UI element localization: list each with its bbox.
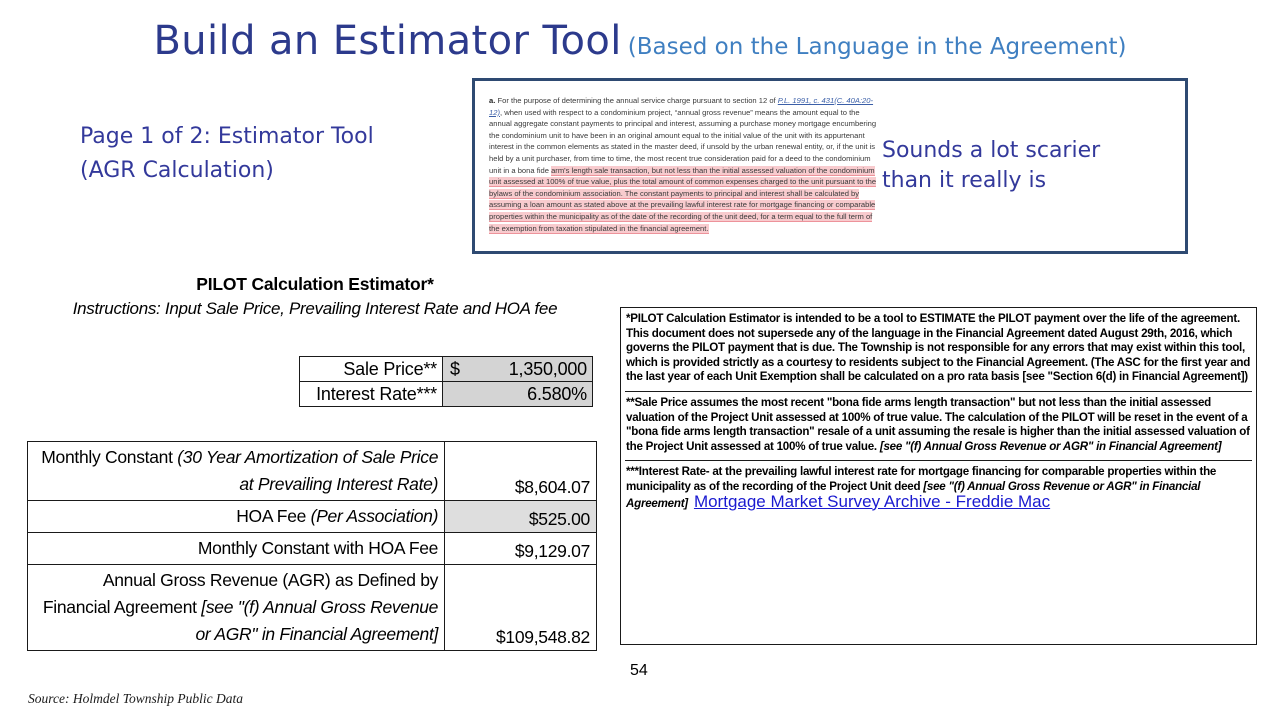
statute-text-part2: , when used with respect to a condominium project, “annual gross revenue” means the amount equal to the annual aggregate constant payments to principal and interest, assuming a purchase money mortgage encumbering the condominium unit to have been in an original amount equal to the initial value of the unit with its appurtenant interest in the common elements as stated in the master deed, if unsold by the urban renewal entity, or, if the unit is held by a unit purchaser, from time to time, the most recent true consideration paid for a deed to the condominium unit in a bona fide — [489, 107, 877, 175]
table-row — [28, 501, 597, 533]
source-note: Source: Holmdel Township Public Data — [28, 691, 243, 706]
calc-label-monthly-constant-with-hoa — [28, 533, 445, 565]
calc-label-italic: [see "(f) Annual Gross Revenue or AGR" in Financial Agreement] — [195, 597, 439, 644]
calc-label-plain: HOA Fee — [236, 506, 311, 526]
input-label-sale-price: Sale Price** — [300, 357, 443, 382]
page-title-sub: (Based on the Language in the Agreement) — [627, 34, 1127, 60]
input-table — [299, 356, 593, 407]
freddie-mac-link[interactable]: Mortgage Market Survey Archive - Freddie Mac — [693, 491, 1051, 511]
calc-value-hoa-fee[interactable]: $525.00 — [445, 501, 597, 533]
input-value-interest-rate[interactable]: 6.580% — [443, 382, 593, 407]
footnote-sale-price-plain: **Sale Price assumes the most recent "bona fide arms length transaction" but not less than the initial assessed valuation of the Project Unit assessed at 100% of true value. The calculation of the PILOT will be reset in the event of a "bona fide arms length transaction" resale of a unit assuming the resale is higher than the initial assessed valuation of the Project Unit assessed at 100% of true value. — [626, 395, 1250, 453]
calc-label-plain: Monthly Constant — [41, 447, 178, 467]
input-value-sale-price-number: 1,350,000 — [508, 358, 587, 379]
input-value-sale-price[interactable] — [443, 357, 593, 382]
footnote-sale-price — [621, 392, 1256, 460]
calc-value-agr: $109,548.82 — [445, 565, 597, 651]
table-row — [28, 533, 597, 565]
currency-symbol: $ — [450, 358, 460, 379]
table-row — [300, 357, 593, 382]
page-title — [0, 18, 1280, 64]
page-number: 54 — [630, 662, 648, 679]
estimator-heading: PILOT Calculation Estimator* — [196, 274, 434, 294]
input-label-interest-rate: Interest Rate*** — [300, 382, 443, 407]
footnote-sale-price-italic: [see "(f) Annual Gross Revenue or AGR" in Financial Agreement] — [879, 439, 1222, 453]
table-row — [28, 565, 597, 651]
calc-value-monthly-constant-with-hoa: $9,129.07 — [445, 533, 597, 565]
callout-line2: than it really is — [882, 168, 1047, 193]
page-subtitle — [80, 120, 480, 188]
statute-marker: a. — [489, 96, 496, 105]
calc-label-plain: Monthly Constant with HOA Fee — [197, 538, 439, 558]
calculation-table — [27, 441, 597, 651]
calc-label-hoa-fee — [28, 501, 445, 533]
page-subtitle-line1: Page 1 of 2: Estimator Tool — [80, 124, 374, 149]
calc-value-monthly-constant: $8,604.07 — [445, 442, 597, 501]
statute-excerpt-text — [489, 95, 881, 234]
footnote-interest-rate-italic: [see "(f) Annual Gross Revenue or AGR" in Financial Agreement] — [626, 479, 1201, 510]
statute-text-part1: For the purpose of determining the annual service charge pursuant to section 12 of — [497, 96, 778, 105]
calc-label-italic: (Per Association) — [310, 506, 439, 526]
footnotes-box — [620, 307, 1257, 645]
calc-label-italic: (30 Year Amortization of Sale Price at Prevailing Interest Rate) — [177, 447, 439, 494]
calc-label-plain: Annual Gross Revenue (AGR) as Defined by Financial Agreement — [42, 570, 439, 617]
statute-highlighted-text: arm's length sale transaction, but not less than the initial assessed valuation of the condominium unit assessed at 100% of true value, plus the total amount of common expenses charged to the unit pursuant to the bylaws of the condominium association. The constant payments to principal and interest shall be calculated by assuming a loan amount as stated above at the prevailing lawful interest rate for mortgage financing or comparable properties within the municipality as of the date of the recording of the unit deed, for a term equal to the full term of the exemption from taxation stipulated in the financial agreement. — [489, 165, 877, 233]
page-subtitle-line2: (AGR Calculation) — [80, 158, 274, 183]
table-row — [300, 382, 593, 407]
callout-note — [882, 136, 1162, 196]
calculation-table-body — [28, 442, 597, 651]
callout-line1: Sounds a lot scarier — [882, 138, 1101, 163]
footnote-interest-rate-plain: ***Interest Rate- at the prevailing lawful interest rate for mortgage financing for comparable properties within the municipality as of the recording of the Project Unit deed — [626, 465, 1217, 493]
calc-label-agr — [28, 565, 445, 651]
footnote-interest-rate — [621, 461, 1256, 517]
input-table-body — [300, 357, 593, 407]
calc-label-monthly-constant — [28, 442, 445, 501]
estimator-heading-block — [20, 274, 610, 319]
footnote-pilot-estimator: *PILOT Calculation Estimator is intended to be a tool to ESTIMATE the PILOT payment over the life of the agreement. This document does not supersede any of the language in the Financial Agreement dated August 29th, 2016, which governs the PILOT payment that is due. The Township is not responsible for any errors that may exist within this tool, which is provided strictly as a courtesy to residents subject to the Financial Agreement. (The ASC for the first year and the last year of each Unit Exemption shall be calculated on a pro rata basis [see "Section 6(d) in Financial Agreement]) — [626, 312, 1251, 384]
estimator-instructions: Instructions: Input Sale Price, Prevailing Interest Rate and HOA fee — [72, 299, 558, 318]
table-row — [28, 442, 597, 501]
statute-link-c40a[interactable]: (C. 40A:20-12) — [489, 96, 874, 117]
statute-link-pl1991[interactable]: P.L. 1991, c. 431 — [777, 96, 835, 105]
page-title-main: Build an Estimator Tool — [153, 18, 622, 64]
